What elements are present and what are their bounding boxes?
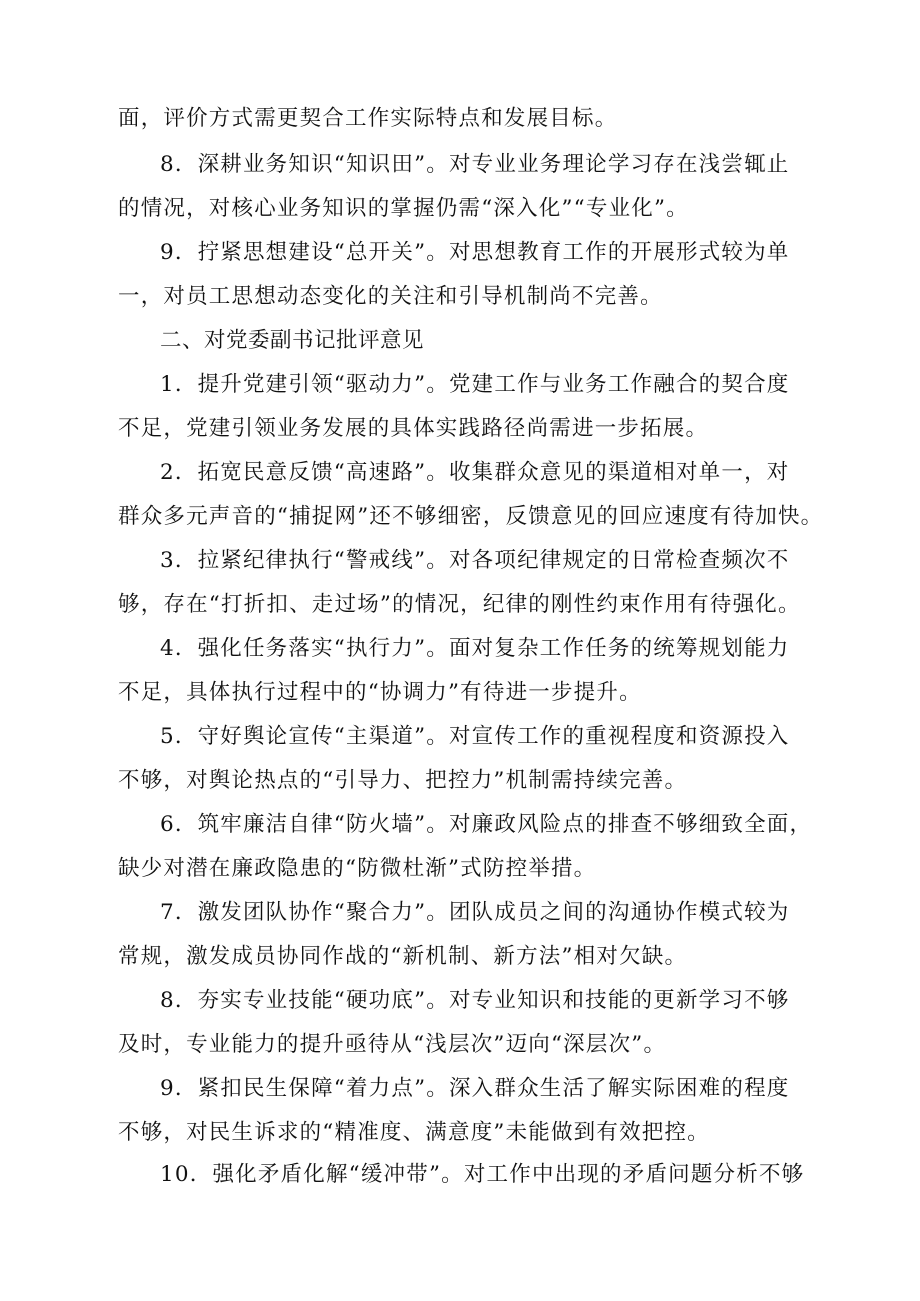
paragraph-line: 够，存在“打折扣、走过场”的情况，纪律的刚性约束作用有待强化。	[118, 592, 801, 617]
paragraph-line: 6．筑牢廉洁自律“防火墙”。对廉政风险点的排查不够细致全面，	[160, 812, 813, 837]
paragraph-line: 一，对员工思想动态变化的关注和引导机制尚不完善。	[118, 284, 663, 309]
paragraph-line: 9．紧扣民生保障“着力点”。深入群众生活了解实际困难的程度	[160, 1076, 790, 1101]
paragraph-line: 1．提升党建引领“驱动力”。党建工作与业务工作融合的契合度	[160, 372, 790, 397]
paragraph-line: 不够，对舆论热点的“引导力、把控力”机制需持续完善。	[118, 768, 688, 793]
paragraph-line: 8．深耕业务知识“知识田”。对专业业务理论学习存在浅尝辄止	[160, 152, 790, 177]
paragraph-line: 10．强化矛盾化解“缓冲带”。对工作中出现的矛盾问题分析不够	[160, 1162, 805, 1187]
paragraph-line: 8．夯实专业技能“硬功底”。对专业知识和技能的更新学习不够	[160, 988, 790, 1013]
paragraph-line: 缺少对潜在廉政隐患的“防微杜渐”式防控举措。	[118, 856, 597, 881]
paragraph-line: 3．拉紧纪律执行“警戒线”。对各项纪律规定的日常检查频次不	[160, 548, 790, 573]
paragraph-line: 4．强化任务落实“执行力”。面对复杂工作任务的统筹规划能力	[160, 636, 790, 661]
paragraph-line: 群众多元声音的“捕捉网”还不够细密，反馈意见的回应速度有待加快。	[118, 504, 824, 529]
paragraph-line: 不够，对民生诉求的“精准度、满意度”未能做到有效把控。	[118, 1120, 710, 1145]
paragraph-line: 不足，具体执行过程中的“协调力”有待进一步提升。	[118, 680, 642, 705]
paragraph-line: 7．激发团队协作“聚合力”。团队成员之间的沟通协作模式较为	[160, 900, 790, 925]
paragraph-line: 面，评价方式需更契合工作实际特点和发展目标。	[118, 106, 618, 131]
paragraph-line: 5．守好舆论宣传“主渠道”。对宣传工作的重视程度和资源投入	[160, 724, 790, 749]
paragraph-line: 的情况，对核心业务知识的掌握仍需“深入化”“专业化”。	[118, 196, 689, 221]
section-heading: 二、对党委副书记批评意见	[160, 328, 425, 353]
paragraph-line: 9．拧紧思想建设“总开关”。对思想教育工作的开展形式较为单	[160, 240, 790, 265]
paragraph-line: 2．拓宽民意反馈“高速路”。收集群众意见的渠道相对单一，对	[160, 460, 790, 485]
paragraph-line: 及时，专业能力的提升亟待从“浅层次”迈向“深层次”。	[118, 1032, 667, 1057]
paragraph-line: 常规，激发成员协同作战的“新机制、新方法”相对欠缺。	[118, 944, 688, 969]
paragraph-line: 不足，党建引领业务发展的具体实践路径尚需进一步拓展。	[118, 416, 709, 441]
